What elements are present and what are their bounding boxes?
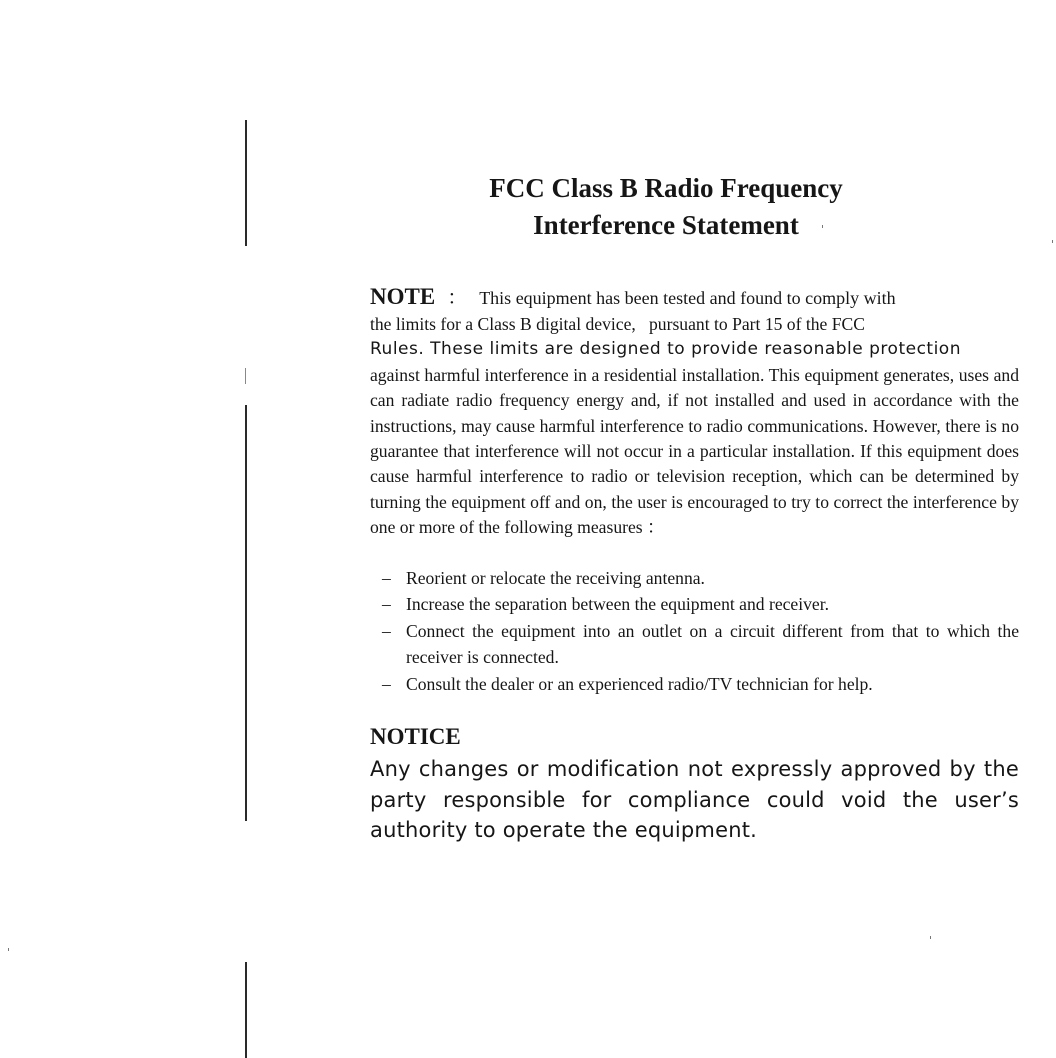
measures-list xyxy=(370,565,1019,698)
list-item-text: Consult the dealer or an experienced radio/TV technician for help. xyxy=(406,673,873,694)
list-item-text: Increase the separation between the equipment and receiver. xyxy=(406,594,830,615)
scan-speck xyxy=(930,936,931,939)
note-paragraph xyxy=(370,312,1019,541)
list-item xyxy=(370,671,1019,698)
note-first-text: This equipment has been tested and found to comply with xyxy=(479,288,896,308)
scan-margin-line xyxy=(245,368,246,384)
notice-heading: NOTICE xyxy=(370,724,461,750)
list-item xyxy=(370,618,1019,671)
note-first-line xyxy=(370,280,1019,315)
list-item-text: Connect the equipment into an outlet on a circuit different from that to which the receiver is connected. xyxy=(406,620,1019,668)
statement-body xyxy=(370,280,1019,846)
dash-bullet: – xyxy=(382,594,391,615)
list-item-text: Reorient or relocate the receiving antenna. xyxy=(406,567,705,588)
notice-text: Any changes or modification not expressly approved by the party responsible for compliance could void the user’s authority to operate the equipment. xyxy=(370,757,1019,843)
note-label: NOTE xyxy=(370,284,436,309)
list-item xyxy=(370,591,1019,618)
title-line-1: FCC Class B Radio Frequency xyxy=(489,173,843,203)
title-line-2: Interference Statement xyxy=(533,210,799,240)
note-rest: against harmful interference in a residential installation. This equipment generates, uses and can radiate radio frequency energy and, if not installed and used in accordance with the instructions, may cause harmful interference to radio communications. However, there is no guarantee that interference will not occur in a particular installation. If this equipment does cause harmful interference to radio or television reception, which can be determined by turning the equipment off and on, the user is encouraged to try to correct the interference by one or more of the following measures ： xyxy=(370,364,1019,538)
note-line-3: Rules. These limits are designed to provide reasonable protection xyxy=(370,339,961,360)
scan-margin-line xyxy=(245,120,247,246)
scan-margin-line xyxy=(245,405,247,821)
dash-bullet: – xyxy=(382,673,391,694)
list-item xyxy=(370,565,1019,592)
scan-margin-line xyxy=(245,962,247,1058)
page-title xyxy=(330,170,1002,244)
scan-speck xyxy=(8,948,9,951)
scan-speck xyxy=(1052,240,1053,243)
note-line-2: the limits for a Class B digital device, pursuant to Part 15 of the FCC xyxy=(370,314,866,334)
dash-bullet: – xyxy=(382,567,391,588)
note-colon: ： xyxy=(447,287,468,309)
dash-bullet: – xyxy=(382,620,391,641)
